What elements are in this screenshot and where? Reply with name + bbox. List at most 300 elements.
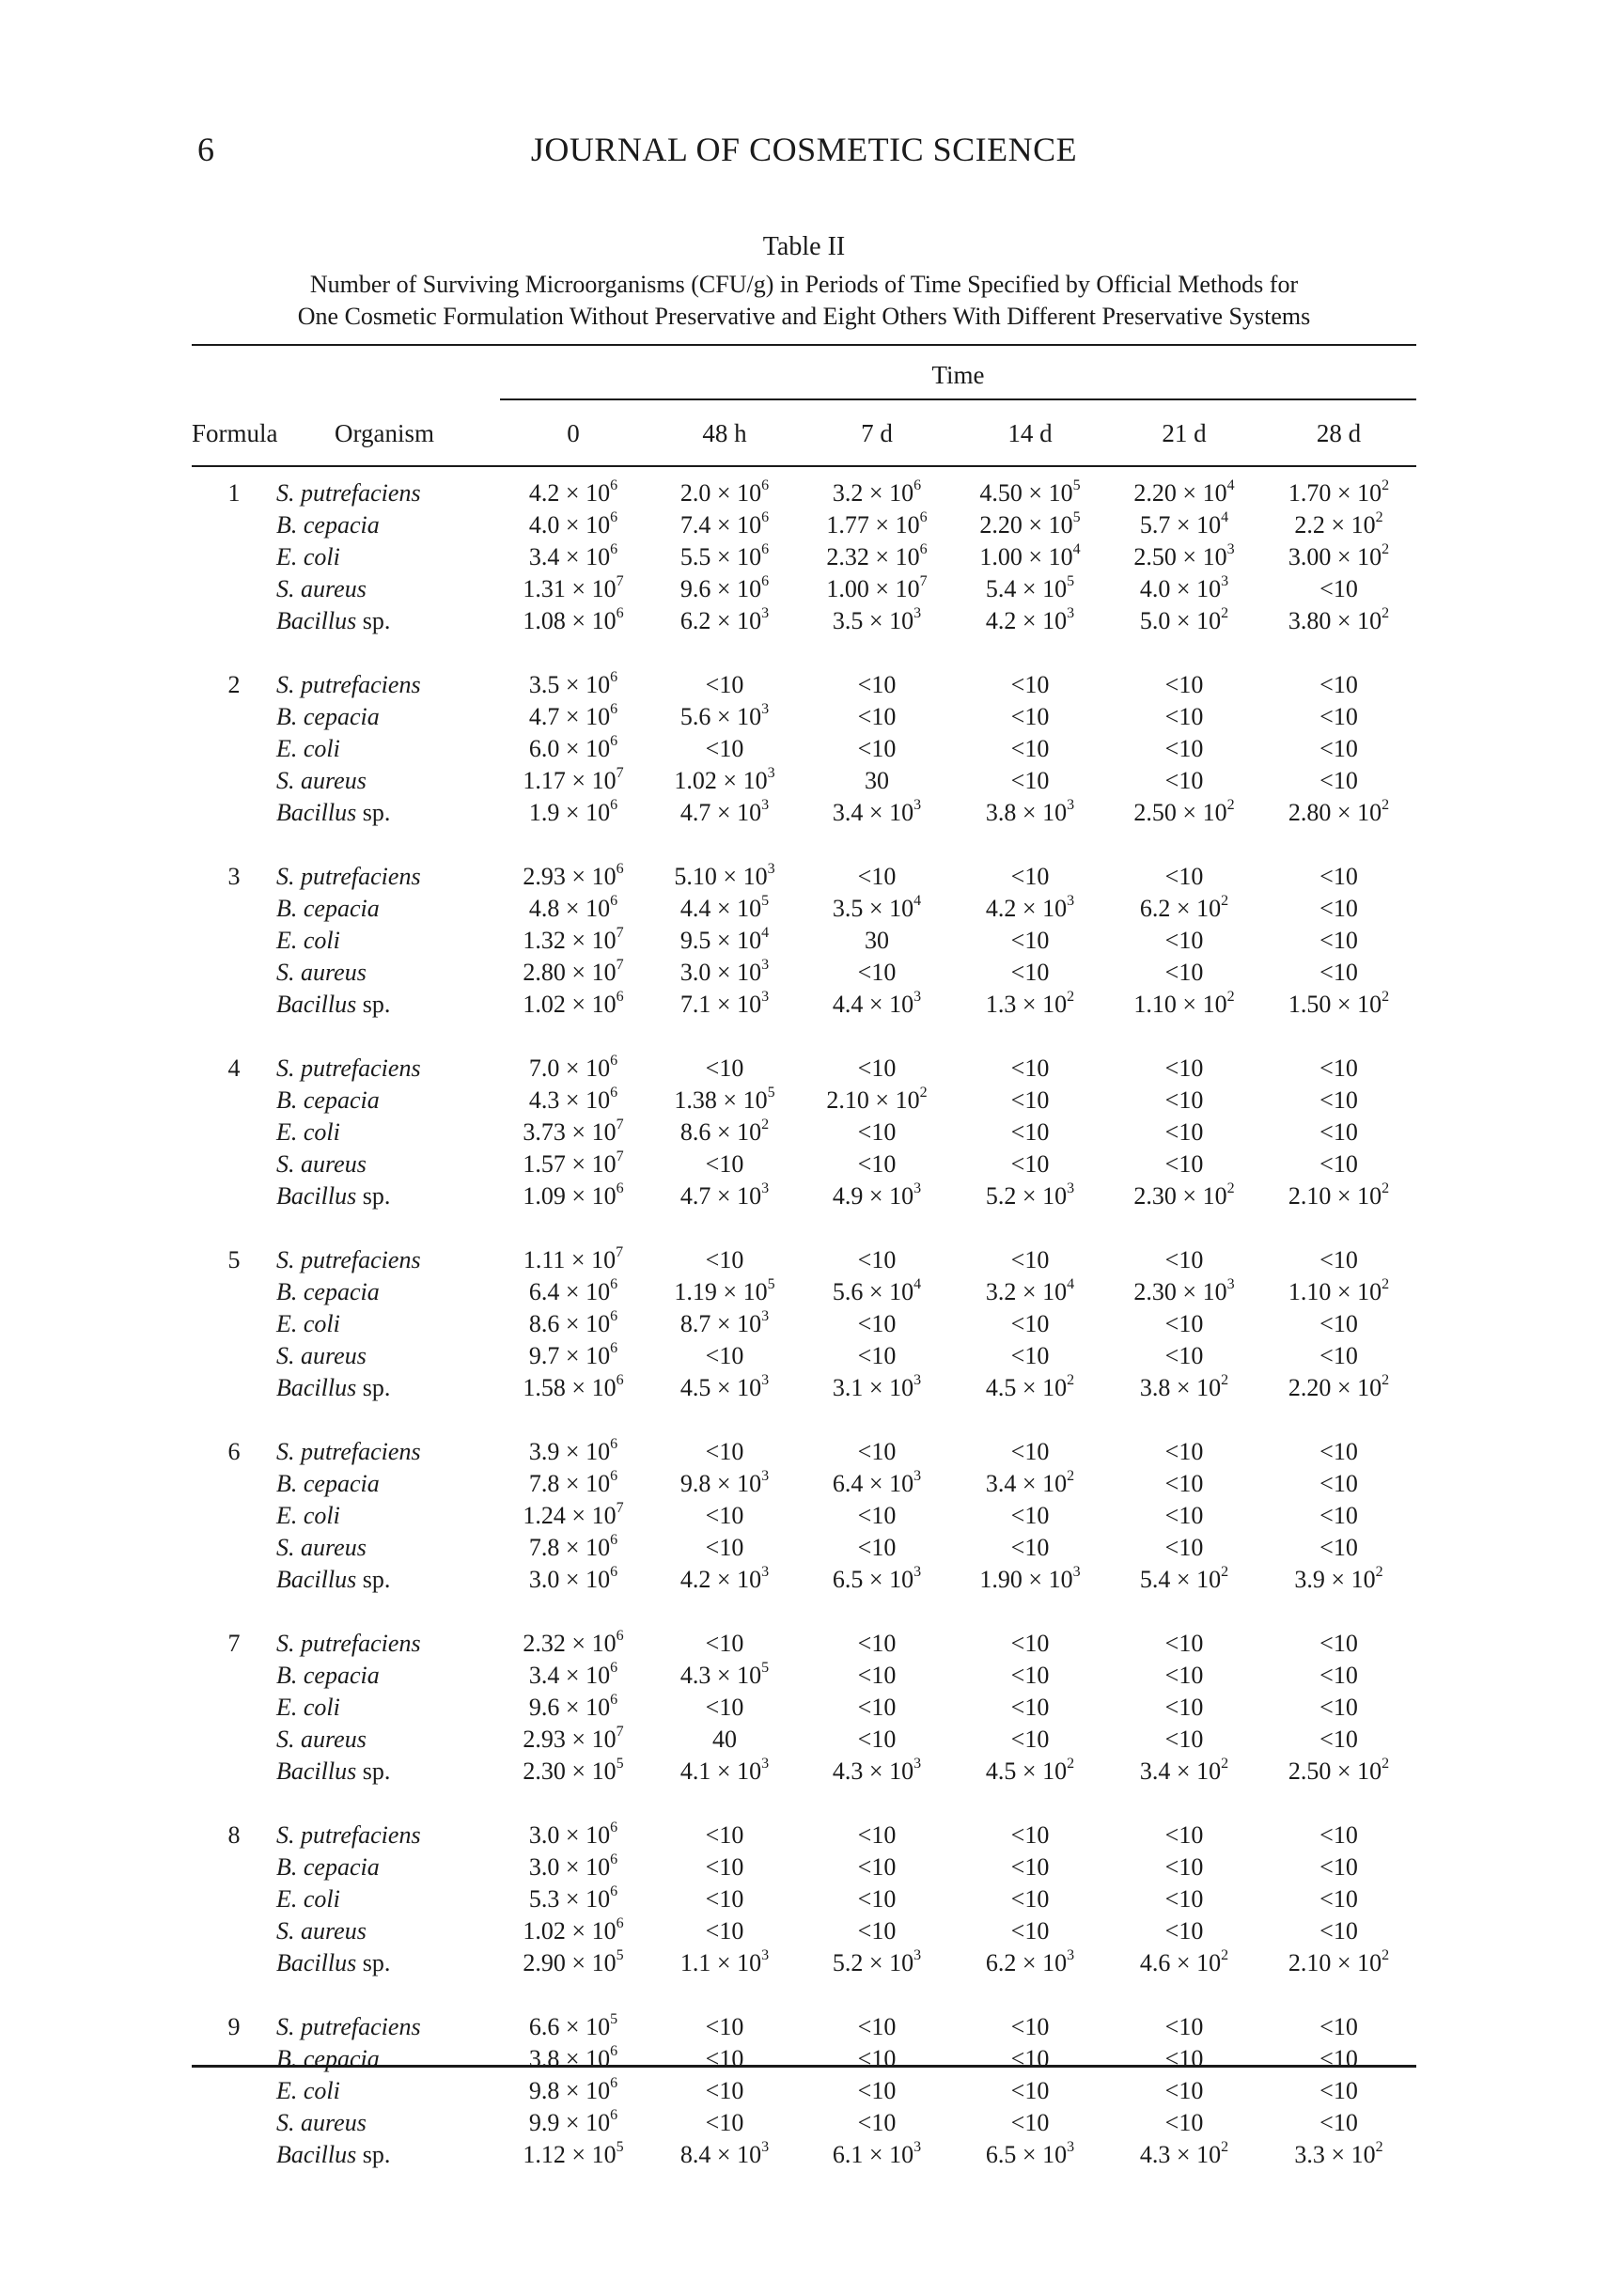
- value-cell: <10: [1010, 2109, 1050, 2136]
- table-row: [192, 2043, 1416, 2075]
- table-label: Table II: [762, 232, 846, 261]
- value-cell: <10: [857, 1662, 897, 1689]
- value-cell: $6.5 \times 10^3$: [985, 2139, 1075, 2168]
- value-cell: $2.50 \times 10^2$: [1288, 1756, 1390, 1785]
- value-cell: <10: [1164, 1917, 1204, 1945]
- value-cell: <10: [1010, 1438, 1050, 1465]
- value-cell: $2.30 \times 10^5$: [523, 1756, 624, 1785]
- value-cell: $4.7 \times 10^3$: [679, 797, 770, 826]
- formula-cell: 4: [227, 1054, 241, 1082]
- value-cell: <10: [857, 1438, 897, 1465]
- organism-cell: E. coli: [276, 1885, 340, 1913]
- value-cell: $6.2 \times 10^3$: [985, 1947, 1075, 1976]
- organism-cell: S. aureus: [276, 767, 367, 794]
- value-cell: <10: [1010, 671, 1050, 698]
- value-cell: <10: [705, 1853, 744, 1881]
- page-number: 6: [197, 131, 214, 168]
- table-row: [192, 861, 1416, 893]
- value-cell: <10: [857, 1821, 897, 1849]
- value-cell: $1.3 \times 10^2$: [985, 989, 1075, 1018]
- value-cell: $1.02 \times 10^6$: [523, 1915, 624, 1945]
- value-cell: $3.4 \times 10^3$: [832, 797, 922, 826]
- group-spacer: [192, 1596, 1416, 1628]
- value-cell: $3.1 \times 10^3$: [832, 1372, 922, 1401]
- value-cell: $2.10 \times 10^2$: [1288, 1180, 1390, 1210]
- value-cell: <10: [1164, 1726, 1204, 1753]
- group-spacer: [192, 1212, 1416, 1244]
- value-cell: <10: [1010, 1917, 1050, 1945]
- value-cell: <10: [1164, 2013, 1204, 2040]
- value-cell: <10: [1010, 2077, 1050, 2104]
- group-spacer: [192, 1404, 1416, 1436]
- formula-cell: [192, 1564, 276, 1596]
- value-cell: <10: [1319, 927, 1358, 954]
- value-cell: $1.19 \times 10^5$: [674, 1276, 775, 1305]
- value-cell: $3.8 \times 10^2$: [1139, 1372, 1229, 1401]
- value-cell: $1.02 \times 10^3$: [674, 765, 775, 794]
- value-cell: <10: [1010, 1502, 1050, 1529]
- value-cell: <10: [1319, 2077, 1358, 2104]
- formula-cell: [192, 925, 276, 957]
- table-row: [192, 1340, 1416, 1372]
- value-cell: $6.6 \times 10^5$: [528, 2011, 618, 2040]
- value-cell: <10: [1164, 1662, 1204, 1689]
- value-cell: <10: [1319, 1118, 1358, 1146]
- value-cell: $6.0 \times 10^6$: [528, 733, 618, 762]
- value-cell: $4.2 \times 10^3$: [679, 1564, 770, 1593]
- formula-cell: [192, 1372, 276, 1404]
- value-cell: <10: [1010, 863, 1050, 890]
- value-cell: <10: [1010, 1662, 1050, 1689]
- value-cell: $2.2 \times 10^2$: [1294, 509, 1383, 539]
- formula-cell: [192, 1692, 276, 1724]
- table-row: [192, 1500, 1416, 1532]
- value-cell: <10: [1319, 1150, 1358, 1178]
- value-cell: <10: [1164, 671, 1204, 698]
- formula-cell: [192, 1180, 276, 1212]
- value-cell: $1.58 \times 10^6$: [523, 1372, 624, 1401]
- value-cell: <10: [857, 1310, 897, 1337]
- table-row: [192, 765, 1416, 797]
- organism-cell: B. cepacia: [276, 1853, 380, 1881]
- value-cell: <10: [705, 1438, 744, 1465]
- organism-cell: Bacillus sp.: [276, 607, 391, 634]
- value-cell: $1.02 \times 10^6$: [523, 989, 624, 1018]
- value-cell: <10: [1010, 1885, 1050, 1913]
- value-cell: <10: [1010, 1821, 1050, 1849]
- formula-cell: [192, 1085, 276, 1117]
- value-cell: <10: [1319, 767, 1358, 794]
- value-cell: <10: [1010, 1118, 1050, 1146]
- group-spacer: [192, 637, 1416, 669]
- formula-cell: [192, 1468, 276, 1500]
- value-cell: $2.90 \times 10^5$: [523, 1947, 624, 1976]
- organism-cell: E. coli: [276, 1118, 340, 1146]
- organism-cell: S. putrefaciens: [276, 1821, 421, 1849]
- value-cell: <10: [857, 1246, 897, 1273]
- col-header-21d: 21 d: [1162, 419, 1207, 447]
- value-cell: $6.2 \times 10^3$: [679, 605, 770, 634]
- organism-cell: E. coli: [276, 735, 340, 762]
- formula-cell: [192, 989, 276, 1021]
- organism-cell: S. putrefaciens: [276, 1630, 421, 1657]
- value-cell: $4.2 \times 10^3$: [985, 893, 1075, 922]
- value-cell: <10: [1164, 1054, 1204, 1082]
- value-cell: <10: [1010, 959, 1050, 986]
- table-row: [192, 1947, 1416, 1979]
- value-cell: <10: [1319, 1502, 1358, 1529]
- value-cell: <10: [1164, 1086, 1204, 1114]
- value-cell: <10: [1319, 1885, 1358, 1913]
- table-row: [192, 1148, 1416, 1180]
- value-cell: $1.38 \times 10^5$: [674, 1085, 775, 1114]
- value-cell: $1.00 \times 10^4$: [979, 541, 1081, 570]
- value-cell: $1.9 \times 10^6$: [528, 797, 618, 826]
- value-cell: $7.8 \times 10^6$: [528, 1532, 618, 1561]
- value-cell: $4.50 \times 10^5$: [979, 477, 1081, 507]
- organism-cell: S. aureus: [276, 959, 367, 986]
- table-row: [192, 1117, 1416, 1148]
- value-cell: <10: [1319, 1726, 1358, 1753]
- table-caption: [188, 231, 1420, 333]
- organism-cell: S. putrefaciens: [276, 479, 421, 507]
- value-cell: <10: [1164, 1150, 1204, 1178]
- table-row: [192, 509, 1416, 541]
- value-cell: $9.8 \times 10^6$: [528, 2075, 618, 2104]
- table-row: [192, 2139, 1416, 2171]
- bottom-rule: [192, 2065, 1416, 2068]
- value-cell: $7.0 \times 10^6$: [528, 1053, 618, 1082]
- value-cell: $1.31 \times 10^7$: [523, 573, 624, 602]
- value-cell: $1.57 \times 10^7$: [523, 1148, 624, 1178]
- value-cell: <10: [1164, 1534, 1204, 1561]
- formula-cell: [192, 1851, 276, 1883]
- caption-line-1: Number of Surviving Microorganisms (CFU/g) in Periods of Time Specified by Official Methods for: [309, 271, 1299, 298]
- table-row: [192, 957, 1416, 989]
- value-cell: <10: [857, 2013, 897, 2040]
- formula-cell: [192, 2107, 276, 2139]
- formula-cell: 9: [227, 2013, 241, 2040]
- time-header: Time: [931, 361, 985, 389]
- value-cell: $3.3 \times 10^2$: [1294, 2139, 1383, 2168]
- value-cell: <10: [705, 1246, 744, 1273]
- value-cell: $8.4 \times 10^3$: [679, 2139, 770, 2168]
- value-cell: $3.00 \times 10^2$: [1288, 541, 1390, 570]
- value-cell: <10: [1164, 863, 1204, 890]
- value-cell: <10: [1164, 959, 1204, 986]
- value-cell: <10: [857, 2077, 897, 2104]
- col-header-28d: 28 d: [1316, 419, 1362, 447]
- value-cell: $1.09 \times 10^6$: [523, 1180, 624, 1210]
- value-cell: <10: [1164, 735, 1204, 762]
- value-cell: <10: [1164, 1470, 1204, 1497]
- value-cell: $5.7 \times 10^4$: [1139, 509, 1229, 539]
- organism-cell: Bacillus sp.: [276, 1566, 391, 1593]
- table-row: [192, 1468, 1416, 1500]
- value-cell: $4.3 \times 10^6$: [528, 1085, 618, 1114]
- value-cell: <10: [705, 2077, 744, 2104]
- value-cell: <10: [1319, 1086, 1358, 1114]
- value-cell: $3.4 \times 10^2$: [1139, 1756, 1229, 1785]
- organism-cell: S. aureus: [276, 1342, 367, 1369]
- formula-cell: [192, 1724, 276, 1756]
- group-spacer: [192, 1788, 1416, 1820]
- value-cell: $9.7 \times 10^6$: [528, 1340, 618, 1369]
- value-cell: <10: [1010, 1310, 1050, 1337]
- value-cell: <10: [1164, 1342, 1204, 1369]
- organism-cell: B. cepacia: [276, 1662, 380, 1689]
- value-cell: <10: [1319, 703, 1358, 730]
- value-cell: $5.2 \times 10^3$: [832, 1947, 922, 1976]
- value-cell: $5.4 \times 10^2$: [1139, 1564, 1229, 1593]
- value-cell: $1.12 \times 10^5$: [523, 2139, 624, 2168]
- value-cell: $4.3 \times 10^3$: [832, 1756, 922, 1785]
- formula-cell: 8: [227, 1821, 241, 1849]
- organism-cell: S. aureus: [276, 1726, 367, 1753]
- value-cell: $3.9 \times 10^2$: [1294, 1564, 1383, 1593]
- organism-cell: Bacillus sp.: [276, 1182, 391, 1210]
- value-cell: <10: [1319, 1438, 1358, 1465]
- value-cell: <10: [1010, 1694, 1050, 1721]
- value-cell: $3.2 \times 10^4$: [985, 1276, 1075, 1305]
- value-cell: <10: [857, 671, 897, 698]
- value-cell: <10: [1319, 735, 1358, 762]
- value-cell: <10: [1319, 2045, 1358, 2072]
- value-cell: $2.10 \times 10^2$: [826, 1085, 928, 1114]
- value-cell: $4.7 \times 10^6$: [528, 701, 618, 730]
- value-cell: <10: [1010, 1054, 1050, 1082]
- value-cell: <10: [1010, 1534, 1050, 1561]
- value-cell: <10: [1319, 1694, 1358, 1721]
- table-row: [192, 669, 1416, 701]
- value-cell: $3.5 \times 10^6$: [528, 669, 618, 698]
- value-cell: $5.6 \times 10^3$: [679, 701, 770, 730]
- value-cell: $1.90 \times 10^3$: [979, 1564, 1081, 1593]
- value-cell: <10: [857, 735, 897, 762]
- formula-cell: [192, 2075, 276, 2107]
- value-cell: $2.50 \times 10^3$: [1133, 541, 1235, 570]
- organism-cell: E. coli: [276, 927, 340, 954]
- value-cell: <10: [1319, 1853, 1358, 1881]
- formula-cell: 5: [227, 1246, 241, 1273]
- group-spacer: [192, 829, 1416, 861]
- organism-cell: E. coli: [276, 1694, 340, 1721]
- top-rule: [192, 344, 1416, 346]
- formula-cell: 3: [227, 863, 241, 890]
- value-cell: $1.50 \times 10^2$: [1288, 989, 1390, 1018]
- formula-cell: [192, 1148, 276, 1180]
- table-row: [192, 1276, 1416, 1308]
- value-cell: <10: [1319, 1470, 1358, 1497]
- value-cell: <10: [1010, 1853, 1050, 1881]
- formula-cell: [192, 1500, 276, 1532]
- value-cell: $1.00 \times 10^7$: [826, 573, 928, 602]
- formula-cell: 6: [227, 1438, 241, 1465]
- value-cell: $4.7 \times 10^3$: [679, 1180, 770, 1210]
- formula-cell: [192, 2139, 276, 2171]
- formula-cell: [192, 797, 276, 829]
- value-cell: $3.8 \times 10^3$: [985, 797, 1075, 826]
- value-cell: <10: [1319, 1342, 1358, 1369]
- value-cell: <10: [1164, 2109, 1204, 2136]
- value-cell: $9.8 \times 10^3$: [679, 1468, 770, 1497]
- value-cell: $4.0 \times 10^3$: [1139, 573, 1229, 602]
- table-row: [192, 1053, 1416, 1085]
- value-cell: <10: [1164, 703, 1204, 730]
- value-cell: $3.4 \times 10^6$: [528, 1660, 618, 1689]
- group-spacer: [192, 1979, 1416, 2011]
- organism-cell: Bacillus sp.: [276, 799, 391, 826]
- value-cell: <10: [705, 1054, 744, 1082]
- value-cell: $4.6 \times 10^2$: [1139, 1947, 1229, 1976]
- value-cell: <10: [1164, 1246, 1204, 1273]
- value-cell: $3.4 \times 10^6$: [528, 541, 618, 570]
- value-cell: <10: [705, 1150, 744, 1178]
- value-cell: <10: [857, 2109, 897, 2136]
- col-header-14d: 14 d: [1007, 419, 1053, 447]
- value-cell: $6.1 \times 10^3$: [832, 2139, 922, 2168]
- organism-cell: Bacillus sp.: [276, 991, 391, 1018]
- value-cell: <10: [1010, 1086, 1050, 1114]
- table-row: [192, 1628, 1416, 1660]
- value-cell: $8.6 \times 10^6$: [528, 1308, 618, 1337]
- table-row: [192, 1883, 1416, 1915]
- value-cell: <10: [857, 1342, 897, 1369]
- formula-cell: 1: [227, 479, 241, 507]
- table-row: [192, 797, 1416, 829]
- formula-cell: [192, 541, 276, 573]
- value-cell: <10: [1319, 2109, 1358, 2136]
- value-cell: <10: [1010, 767, 1050, 794]
- value-cell: $5.6 \times 10^4$: [832, 1276, 922, 1305]
- formula-cell: [192, 1660, 276, 1692]
- value-cell: <10: [1164, 1885, 1204, 1913]
- value-cell: $5.10 \times 10^3$: [674, 861, 775, 890]
- value-cell: $1.10 \times 10^2$: [1133, 989, 1235, 1018]
- value-cell: <10: [857, 1534, 897, 1561]
- organism-cell: B. cepacia: [276, 703, 380, 730]
- col-header-48h: 48 h: [702, 419, 747, 447]
- value-cell: <10: [705, 1502, 744, 1529]
- value-cell: $6.4 \times 10^6$: [528, 1276, 618, 1305]
- value-cell: <10: [857, 1885, 897, 1913]
- organism-cell: Bacillus sp.: [276, 1374, 391, 1401]
- value-cell: $4.1 \times 10^3$: [679, 1756, 770, 1785]
- value-cell: $3.0 \times 10^6$: [528, 1851, 618, 1881]
- table-row: [192, 1851, 1416, 1883]
- value-cell: $1.32 \times 10^7$: [523, 925, 624, 954]
- value-cell: $1.08 \times 10^6$: [523, 605, 624, 634]
- value-cell: 40: [712, 1726, 737, 1753]
- value-cell: $4.4 \times 10^3$: [832, 989, 922, 1018]
- value-cell: $1.1 \times 10^3$: [679, 1947, 770, 1976]
- value-cell: $2.20 \times 10^4$: [1133, 477, 1235, 507]
- value-cell: $9.6 \times 10^6$: [528, 1692, 618, 1721]
- organism-cell: S. aureus: [276, 1534, 367, 1561]
- value-cell: $1.70 \times 10^2$: [1288, 477, 1390, 507]
- value-cell: <10: [1319, 1917, 1358, 1945]
- value-cell: <10: [705, 2109, 744, 2136]
- formula-cell: [192, 2043, 276, 2075]
- table-row: [192, 2011, 1416, 2043]
- table-row: [192, 1085, 1416, 1117]
- value-cell: $3.4 \times 10^2$: [985, 1468, 1075, 1497]
- value-cell: <10: [857, 959, 897, 986]
- value-cell: <10: [857, 863, 897, 890]
- value-cell: $4.9 \times 10^3$: [832, 1180, 922, 1210]
- value-cell: <10: [857, 1150, 897, 1178]
- value-cell: <10: [1319, 1662, 1358, 1689]
- value-cell: <10: [1164, 927, 1204, 954]
- col-header-7d: 7 d: [861, 419, 893, 447]
- organism-cell: E. coli: [276, 1310, 340, 1337]
- value-cell: <10: [705, 1630, 744, 1657]
- formula-cell: [192, 1883, 276, 1915]
- value-cell: $4.3 \times 10^2$: [1139, 2139, 1229, 2168]
- value-cell: <10: [705, 1821, 744, 1849]
- table-row: [192, 1724, 1416, 1756]
- value-cell: $1.77 \times 10^6$: [826, 509, 928, 539]
- value-cell: <10: [1010, 2013, 1050, 2040]
- value-cell: <10: [1164, 1821, 1204, 1849]
- caption-line-2: One Cosmetic Formulation Without Preservative and Eight Others With Different Preservative Systems: [297, 303, 1311, 330]
- value-cell: <10: [1164, 1310, 1204, 1337]
- value-cell: $9.9 \times 10^6$: [528, 2107, 618, 2136]
- value-cell: $4.5 \times 10^2$: [985, 1372, 1075, 1401]
- value-cell: $4.2 \times 10^6$: [528, 477, 618, 507]
- formula-cell: [192, 1947, 276, 1979]
- value-cell: <10: [1319, 575, 1358, 602]
- value-cell: <10: [857, 1118, 897, 1146]
- table-row: [192, 573, 1416, 605]
- formula-cell: [192, 733, 276, 765]
- value-cell: $2.80 \times 10^7$: [523, 957, 624, 986]
- table-row: [192, 605, 1416, 637]
- formula-cell: [192, 1756, 276, 1788]
- header-rule: [192, 465, 1416, 467]
- col-header-0: 0: [567, 419, 580, 447]
- value-cell: <10: [1319, 1534, 1358, 1561]
- value-cell: $3.80 \times 10^2$: [1288, 605, 1390, 634]
- organism-cell: S. aureus: [276, 575, 367, 602]
- table-row: [192, 541, 1416, 573]
- value-cell: <10: [1010, 703, 1050, 730]
- organism-cell: B. cepacia: [276, 2045, 380, 2072]
- value-cell: $5.2 \times 10^3$: [985, 1180, 1075, 1210]
- value-cell: $9.6 \times 10^6$: [679, 573, 770, 602]
- value-cell: <10: [1164, 2045, 1204, 2072]
- value-cell: <10: [1319, 1246, 1358, 1273]
- value-cell: $8.6 \times 10^2$: [679, 1117, 770, 1146]
- value-cell: <10: [705, 2045, 744, 2072]
- group-spacer: [192, 1021, 1416, 1053]
- formula-cell: [192, 957, 276, 989]
- formula-cell: [192, 1276, 276, 1308]
- time-rule: [500, 398, 1416, 400]
- value-cell: $5.4 \times 10^5$: [985, 573, 1075, 602]
- value-cell: $6.4 \times 10^3$: [832, 1468, 922, 1497]
- value-cell: $2.32 \times 10^6$: [826, 541, 928, 570]
- value-cell: <10: [857, 1502, 897, 1529]
- value-cell: <10: [1010, 2045, 1050, 2072]
- value-cell: $1.17 \times 10^7$: [523, 765, 624, 794]
- table-row: [192, 1915, 1416, 1947]
- value-cell: $3.73 \times 10^7$: [523, 1117, 624, 1146]
- value-cell: <10: [1319, 1310, 1358, 1337]
- value-cell: <10: [857, 2045, 897, 2072]
- value-cell: <10: [705, 1694, 744, 1721]
- value-cell: <10: [1010, 1150, 1050, 1178]
